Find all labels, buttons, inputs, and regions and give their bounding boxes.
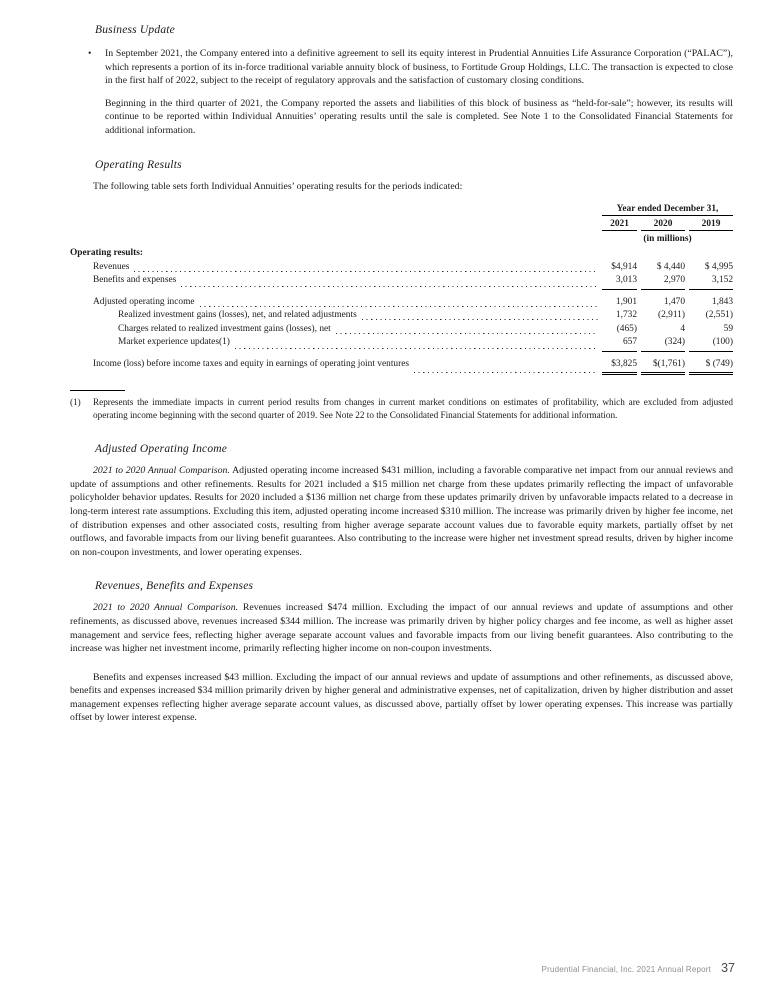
row-value-2020: $ 4,440 <box>656 261 685 272</box>
table-header <box>602 204 733 247</box>
table-section-label: Operating results: <box>70 248 143 259</box>
row-value-2021: 1,732 <box>615 310 637 321</box>
paragraph-text: Revenues increased $474 million. Excluding the impact of our annual reviews and update of assumptions and other refinements, as discussed above, revenues increased $344 million. The increase was primarily driven by higher policy charges and fee income, as well as higher asset management and service fees, reflecting higher average separate account values and favorable impacts from our living benefit guarantees. Also contributing to the increase was higher net investment income, primarily reflecting higher income on non-coupon investments. <box>70 602 733 655</box>
table-units-label: (in millions) <box>643 234 692 245</box>
row-value-2020: 1,470 <box>663 296 685 307</box>
annual-comparison-lead-in: 2021 to 2020 Annual Comparison. <box>93 465 230 477</box>
operating-results-table <box>70 204 733 375</box>
dot-leader <box>200 296 598 307</box>
revenues-benefits-expenses-heading: Revenues, Benefits and Expenses <box>95 580 254 593</box>
year-column-2019: 2019 <box>689 219 733 231</box>
row-value-2020: $(1,761) <box>641 358 685 376</box>
footnote-text: Represents the immediate impacts in current period results from changes in current market conditions on estimates of profitability, which are excluded from adjusted operating income beginning with the second quarter of 2019. See Note 22 to the Consolidated Financial Statements for additional information. <box>93 397 733 421</box>
row-label: Benefits and expenses <box>93 275 177 286</box>
dot-leader <box>134 261 598 272</box>
table-span-header: Year ended December 31, <box>602 204 733 216</box>
business-update-bullet-paragraph: In September 2021, the Company entered into a definitive agreement to sell its equity interest in Prudential Annuities Life Assurance Corporation (“PALAC”), which represents a portion of its in-force traditional variable annuity block of business, to Fortitude Group Holdings, LLC. The transaction is expected to close in the first half of 2022, subject to the receipt of regulatory approvals and the satisfaction of customary closing conditions. <box>105 48 733 87</box>
footnote <box>70 396 733 422</box>
adjusted-operating-income-heading: Adjusted Operating Income <box>95 443 228 456</box>
row-value-2020: 4 <box>680 323 685 334</box>
table-row-total <box>70 358 733 376</box>
row-value-2019: 1,843 <box>711 296 733 307</box>
row-value-2020: (324) <box>641 336 685 352</box>
footnote-marker: (1) <box>70 397 81 408</box>
business-update-heading: Business Update <box>95 24 175 36</box>
dot-leader <box>414 358 598 373</box>
row-value-2021: $3,825 <box>602 358 637 376</box>
dot-leader <box>362 309 598 320</box>
footnote-divider <box>70 390 125 391</box>
row-value-2019: $ (749) <box>689 358 733 376</box>
row-label: Realized investment gains (losses), net, and related adjustments <box>118 310 357 321</box>
year-column-2021: 2021 <box>602 219 637 231</box>
annual-comparison-lead-in: 2021 to 2020 Annual Comparison. <box>93 602 239 614</box>
adjusted-operating-income-paragraph <box>70 464 733 559</box>
row-value-2019: (2,551) <box>705 310 733 321</box>
business-update-paragraph-2: Beginning in the third quarter of 2021, the Company reported the assets and liabilities of this block of business as “held-for-sale”; however, its results will continue to be reported within Individual Annuities’ operating results until the sale is completed. See Note 1 to the Consolidated Financial Statements for additional information. <box>105 97 733 136</box>
row-value-2021: 1,901 <box>615 296 637 307</box>
row-value-2019: 59 <box>723 323 733 334</box>
footer-report-title: Prudential Financial, Inc. 2021 Annual Report <box>541 965 712 974</box>
row-value-2021: $4,914 <box>611 261 637 272</box>
row-label: Adjusted operating income <box>93 296 195 307</box>
revenues-paragraph <box>70 601 733 655</box>
row-value-2019: $ 4,995 <box>704 261 733 272</box>
table-row <box>70 261 733 275</box>
table-row <box>70 336 733 352</box>
business-update-bullet-item <box>88 47 733 88</box>
table-row <box>70 323 733 337</box>
row-value-2020: (2,911) <box>658 310 685 321</box>
table-row <box>70 274 733 290</box>
report-page <box>70 24 733 725</box>
row-value-2021: 657 <box>602 336 637 352</box>
table-row <box>70 296 733 310</box>
row-value-2019: 3,152 <box>689 274 733 290</box>
table-year-columns <box>602 219 733 231</box>
row-value-2020: 2,970 <box>641 274 685 290</box>
year-column-2020: 2020 <box>641 219 685 231</box>
row-value-2021: 3,013 <box>602 274 637 290</box>
table-row <box>70 309 733 323</box>
dot-leader <box>235 336 598 349</box>
row-label: Market experience updates(1) <box>118 337 230 348</box>
dot-leader <box>336 323 598 334</box>
row-value-2019: (100) <box>689 336 733 352</box>
dot-leader <box>181 274 598 287</box>
operating-results-heading: Operating Results <box>95 158 182 171</box>
row-label: Charges related to realized investment gains (losses), net <box>118 323 331 334</box>
benefits-expenses-paragraph: Benefits and expenses increased $43 million. Excluding the impact of our annual reviews and update of assumptions and other refinements, as discussed above, benefits and expenses increased $34 million primarily driven by higher general and administrative expenses, net of capitalization, driven by higher distribution and asset management expenses reflecting higher average separate account values, as discussed above, partially offset by lower operating expenses. This increase was partially offset by lower interest expense. <box>70 671 733 724</box>
page-footer <box>542 961 735 975</box>
bullet-icon: • <box>88 48 92 59</box>
operating-results-intro: The following table sets forth Individual Annuities’ operating results for the periods indicated: <box>93 180 463 192</box>
row-label: Revenues <box>93 261 130 272</box>
footer-page-number: 37 <box>721 961 735 975</box>
row-value-2021: (465) <box>616 323 637 334</box>
paragraph-text: Adjusted operating income increased $431 million, including a favorable comparative net impact from our annual reviews and update of assumptions and other refinements. Results for 2021 included a $15 million net charge from these updates primarily reflecting the impact of unfavorable policyholder behavior updates. Results for 2020 included a $136 million net charge from these updates primarily driven by unfavorable impacts related to a decrease in long-term interest rate assumptions. Excluding this item, adjusted operating income increased $310 million. The increase was primarily driven by higher fee income, net of distribution expenses and other associated costs, resulting from higher average separate account values due to favorable equity markets, partially offset by net outflows, and favorable impacts from our living benefit guarantees. Also contributing to the increase were higher net investment spread results, driven by higher income on non-coupon investments, and lower operating expenses. <box>70 465 733 558</box>
row-label: Income (loss) before income taxes and equity in earnings of operating joint ventures <box>93 358 410 369</box>
